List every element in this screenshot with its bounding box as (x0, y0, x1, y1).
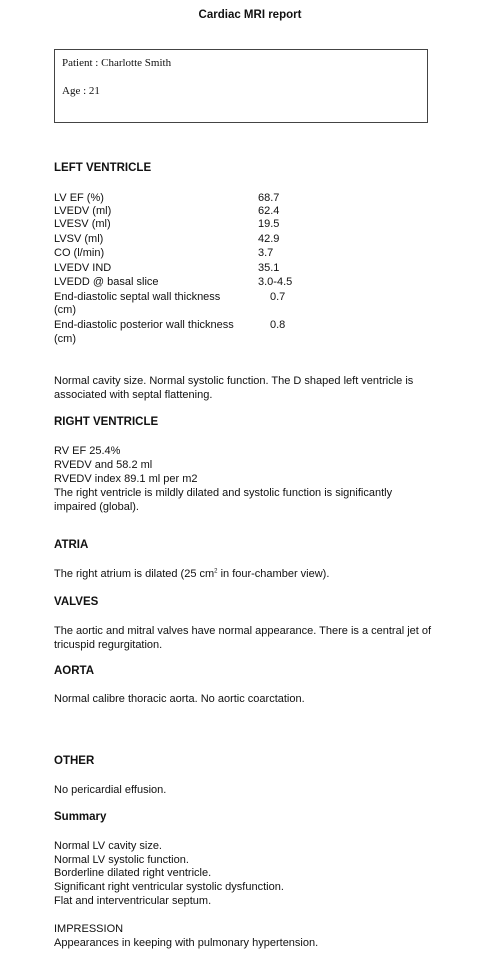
impression-heading: IMPRESSION (54, 923, 124, 935)
patient-name: Patient : Charlotte Smith (62, 57, 172, 69)
lv-row-label: LVEDV (ml) (54, 205, 112, 217)
lv-heading: LEFT VENTRICLE (54, 162, 152, 174)
summary-heading: Summary (54, 811, 107, 823)
lv-row-label: LVSV (ml) (54, 233, 104, 245)
lv-row-label: End-diastolic posterior wall thickness (54, 319, 234, 331)
lv-row-label: CO (l/min) (54, 247, 105, 259)
rv-line: impaired (global). (54, 501, 139, 513)
impression-text: Appearances in keeping with pulmonary hypertension. (54, 937, 319, 949)
lv-row-label: LV EF (%) (54, 192, 104, 204)
lv-row-value: 62.4 (258, 205, 280, 217)
summary-line: Significant right ventricular systolic dysfunction. (54, 881, 284, 893)
lv-row-label: LVEDD @ basal slice (54, 276, 159, 288)
lv-row-value: 68.7 (258, 192, 280, 204)
lv-row-label: LVESV (ml) (54, 218, 111, 230)
lv-row-value: 0.7 (270, 291, 286, 303)
rv-heading: RIGHT VENTRICLE (54, 416, 159, 428)
lv-row-label: End-diastolic septal wall thickness (54, 291, 221, 303)
valves-line: tricuspid regurgitation. (54, 639, 163, 651)
aorta-heading: AORTA (54, 665, 95, 677)
lv-row-value: 35.1 (258, 262, 280, 274)
superscript: 2 (214, 568, 218, 575)
atria-text-part: The right atrium is dilated (25 cm (54, 568, 215, 580)
lv-row-label-unit: (cm) (54, 333, 76, 345)
patient-age: Age : 21 (62, 85, 100, 97)
report-title: Cardiac MRI report (198, 9, 302, 21)
rv-line: The right ventricle is mildly dilated and systolic function is significantly (54, 487, 393, 499)
lv-row-value: 42.9 (258, 233, 280, 245)
summary-line: Normal LV systolic function. (54, 854, 189, 866)
lv-row-label-unit: (cm) (54, 304, 76, 316)
summary-line: Normal LV cavity size. (54, 840, 162, 852)
lv-row-value: 19.5 (258, 218, 280, 230)
valves-line: The aortic and mitral valves have normal appearance. There is a central jet of (54, 625, 432, 637)
atria-heading: ATRIA (54, 539, 89, 551)
rv-line: RVEDV and 58.2 ml (54, 459, 153, 471)
summary-line: Flat and interventricular septum. (54, 895, 212, 907)
lv-row-value: 0.8 (270, 319, 286, 331)
rv-line: RV EF 25.4% (54, 445, 121, 457)
lv-row-value: 3.7 (258, 247, 274, 259)
other-heading: OTHER (54, 755, 95, 767)
lv-row-value: 3.0-4.5 (258, 276, 293, 288)
atria-text (54, 568, 329, 581)
lv-row-label: LVEDV IND (54, 262, 112, 274)
atria-text-part: in four-chamber view). (217, 568, 330, 580)
lv-comment-line: Normal cavity size. Normal systolic function. The D shaped left ventricle is (54, 375, 414, 387)
other-text: No pericardial effusion. (54, 784, 167, 796)
rv-line: RVEDV index 89.1 ml per m2 (54, 473, 198, 485)
valves-heading: VALVES (54, 596, 99, 608)
lv-comment-line: associated with septal flattening. (54, 389, 213, 401)
aorta-text: Normal calibre thoracic aorta. No aortic coarctation. (54, 693, 305, 705)
summary-line: Borderline dilated right ventricle. (54, 867, 212, 879)
